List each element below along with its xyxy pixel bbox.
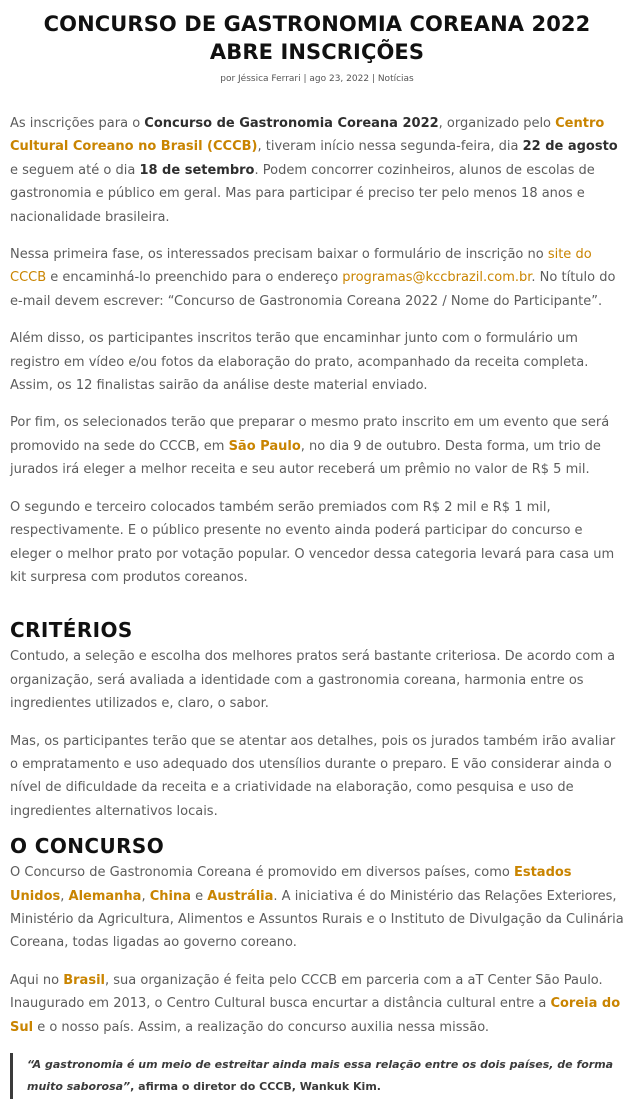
text: O Concurso de Gastronomia Coreana é promovido em diversos países, como: [10, 865, 514, 881]
site-cccb-link[interactable]: site do CCCB: [10, 247, 592, 286]
paragraph-event: [10, 411, 624, 481]
section-heading-criterios: CRITÉRIOS: [10, 618, 133, 643]
meta-separator: |: [300, 74, 310, 84]
text: e o nosso país. Assim, a realização do concurso auxilia nessa missão.: [33, 1019, 490, 1035]
paragraph-criteria-1: Contudo, a seleção e escolha dos melhores pratos será bastante criteriosa. De acordo com a organização, será avaliada a identidade com a gastronomia coreana, harmonia entre os ingredientes utilizados e, claro, o sabor.: [10, 649, 616, 712]
estados-unidos-link[interactable]: Estados Unidos: [10, 865, 572, 904]
text: Aqui no: [10, 972, 64, 988]
paragraph-prizes: O segundo e terceiro colocados também serão premiados com R$ 2 mil e R$ 1 mil, respectivamente. E o público presente no evento ainda poderá participar do concurso e eleger o melhor prato por votação popular. O vencedor dessa categoria levará para casa um kit surpresa com produtos coreanos.: [10, 499, 615, 585]
text: As inscrições para o: [10, 116, 145, 131]
category-link[interactable]: Notícias: [377, 74, 414, 84]
text: e: [191, 888, 208, 904]
quote-block: [10, 1053, 624, 1099]
cccb-link[interactable]: Centro Cultural Coreano no Brasil (CCCB): [10, 116, 605, 155]
paragraph-concurso-1: [10, 861, 624, 955]
australia-link[interactable]: Austrália: [207, 888, 274, 904]
paragraph-intro: [10, 112, 624, 229]
text: . No título do e-mail devem escrever: “Concurso de Gastronomia Coreana 2022 / Nome do Participante”.: [10, 270, 616, 309]
paragraph-criteria-2: Mas, os participantes terão que se atentar aos detalhes, pois os jurados também irão avaliar o empratamento e uso adequado dos utensílios durante o preparo. E vão considerar ainda o nível de dificuldade da receita e a criatividade na elaboração, como pesquisa e uso de ingredientes alternativos locais.: [10, 733, 616, 819]
text: . Podem concorrer cozinheiros, alunos de escolas de gastronomia e público em geral. Mas para participar é preciso ter pelo menos 18 anos e nacionalidade brasileira.: [10, 162, 595, 225]
text: , tiveram início nessa segunda-feira, dia: [257, 139, 523, 155]
text: e encaminhá-lo preenchido para o endereço: [46, 270, 343, 286]
article: [0, 10, 634, 1099]
paragraph-registration: Além disso, os participantes inscritos terão que encaminhar junto com o formulário um registro em vídeo e/ou fotos da elaboração do prato, acompanhado da receita completa. Assim, os 12 finalistas sairão da análise deste material enviado.: [10, 331, 589, 394]
text: , no dia 9 de outubro. Desta forma, um trio de jurados irá eleger a melhor receita e seu autor receberá um prêmio no valor de R$ 5 mil.: [10, 438, 601, 478]
paragraph-concurso-2: [10, 969, 624, 1039]
email-link[interactable]: programas@kccbrazil.com.br: [342, 270, 532, 286]
coreia-do-sul-link[interactable]: Coreia do Sul: [10, 996, 621, 1035]
text: . A iniciativa é do Ministério das Relações Exteriores, Ministério da Agricultura, Alimentos e Assuntos Rurais e o Instituto de Divulgação da Culinária Coreana, todas ligadas ao governo coreano.: [10, 888, 624, 951]
bold-text: 18 de setembro: [139, 162, 255, 178]
author-link[interactable]: Jéssica Ferrari: [238, 74, 301, 84]
article-title: CONCURSO DE GASTRONOMIA COREANA 2022 ABRE INSCRIÇÕES: [43, 12, 591, 64]
china-link[interactable]: China: [149, 888, 191, 904]
quote-attribution: , afirma o diretor do CCCB, Wankuk Kim.: [130, 1080, 381, 1093]
meta-by: por: [220, 74, 236, 84]
text: Por fim, os selecionados terão que preparar o mesmo prato inscrito em um evento que será promovido na sede do CCCB, em: [10, 415, 610, 454]
text: , organizado pelo: [438, 116, 556, 131]
text: e seguem até o dia: [10, 162, 140, 178]
sao-paulo-link[interactable]: São Paulo: [228, 438, 301, 454]
bold-text: 22 de agosto: [522, 139, 618, 155]
article-meta: [10, 74, 624, 84]
text: ,: [141, 888, 150, 904]
text: ,: [60, 888, 69, 904]
brasil-link[interactable]: Brasil: [63, 972, 105, 988]
section-heading-concurso: O CONCURSO: [10, 834, 165, 859]
paragraph-first-phase: [10, 243, 624, 313]
publish-date: ago 23, 2022: [309, 74, 370, 84]
text: , sua organização é feita pelo CCCB em parceria com a aT Center São Paulo. Inaugurado em 2013, o Centro Cultural busca encurtar a distância cultural entre a: [10, 972, 603, 1012]
bold-text: Concurso de Gastronomia Coreana 2022: [144, 116, 439, 131]
alemanha-link[interactable]: Alemanha: [68, 888, 142, 904]
quote-text: “A gastronomia é um meio de estreitar ainda mais essa relação entre os dois países, de forma muito saborosa”: [27, 1058, 614, 1093]
meta-separator: |: [369, 74, 378, 84]
text: Nessa primeira fase, os interessados precisam baixar o formulário de inscrição no: [10, 247, 548, 263]
